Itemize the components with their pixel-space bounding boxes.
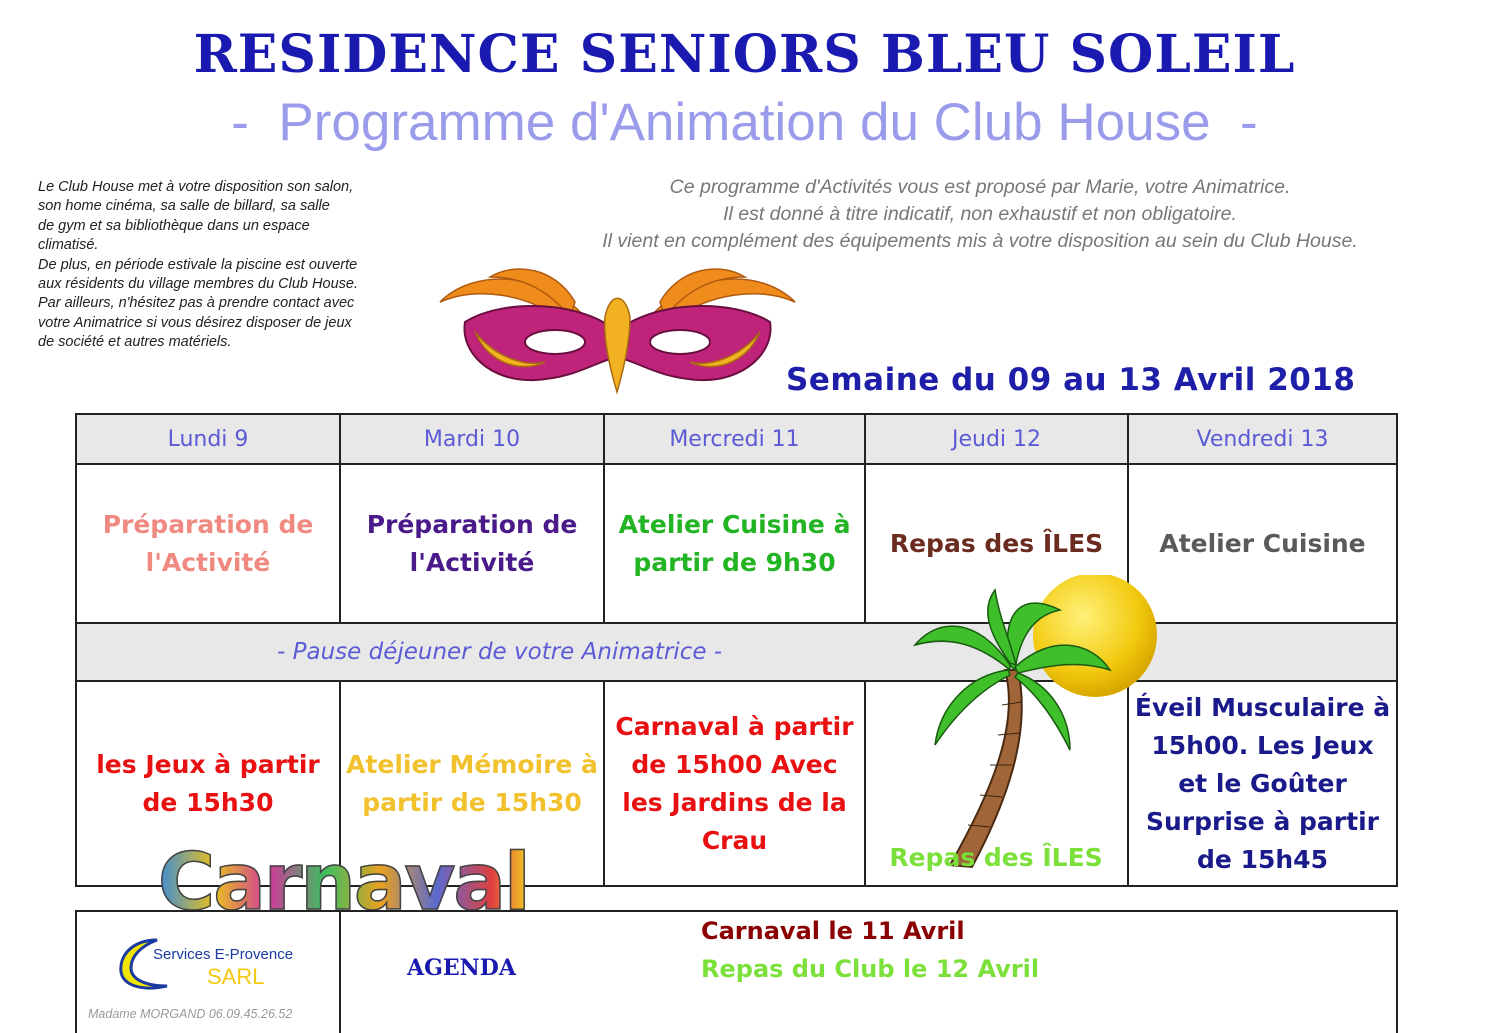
agenda-label: AGENDA (407, 955, 516, 981)
description-line: aux résidents du village membres du Club House. (38, 276, 358, 293)
page-title: RESIDENCE SENIORS BLEU SOLEIL (193, 24, 1296, 85)
afternoon-activity-tuesday: Atelier Mémoire à partir de 15h30 (339, 680, 605, 887)
thursday-afternoon-repas: Repas des ÎLES (889, 843, 1103, 872)
logo-company-name: Services E-Provence (153, 946, 294, 963)
afternoon-activity-monday: les Jeux à partir de 15h30 (75, 680, 341, 887)
afternoon-activity-wednesday: Carnaval à partir de 15h00 Avec les Jardins de la Crau (603, 680, 866, 887)
day-header-tuesday: Mardi 10 (339, 413, 605, 465)
description-line: Le Club House met à votre disposition son salon, (38, 179, 354, 195)
programme-notice (500, 174, 1460, 255)
description-line: son home cinéma, sa salle de billard, sa salle (38, 198, 330, 215)
morning-activity-tuesday: Préparation de l'Activité (339, 463, 605, 624)
lunch-break-row: - Pause déjeuner de votre Animatrice - (75, 622, 1398, 682)
morning-activity-thursday: Repas des ÎLES (864, 463, 1129, 624)
morning-activity-monday: Préparation de l'Activité (75, 463, 341, 624)
agenda-item-repas-club: Repas du Club le 12 Avril (701, 955, 1040, 983)
morning-activity-friday: Atelier Cuisine (1127, 463, 1398, 624)
afternoon-activity-friday: Éveil Musculaire à 15h00. Les Jeux et le Goûter Surprise à partir de 15h45 (1127, 680, 1398, 887)
contact-info: Madame MORGAND 06.09.45.26.52 (88, 1007, 293, 1021)
logo-company-type: SARL (207, 964, 265, 989)
day-header-friday: Vendredi 13 (1127, 413, 1398, 465)
palm-tree-sun-illustration (910, 575, 1160, 875)
notice-line: Ce programme d'Activités vous est proposé par Marie, votre Animatrice. (669, 176, 1291, 198)
description-line: Par ailleurs, n'hésitez pas à prendre contact avec (38, 295, 355, 312)
description-line: De plus, en période estivale la piscine est ouverte (38, 256, 358, 273)
notice-line: Il est donné à titre indicatif, non exhaustif et non obligatoire. (723, 203, 1237, 225)
carnival-mask-illustration (435, 262, 800, 402)
day-header-thursday: Jeudi 12 (864, 413, 1129, 465)
description-line: de gym et sa bibliothèque dans un espace (38, 217, 310, 234)
day-header-monday: Lundi 9 (75, 413, 341, 465)
day-header-wednesday: Mercredi 11 (603, 413, 866, 465)
notice-line: Il vient en complément des équipements mis à votre disposition au sein du Club House. (602, 230, 1358, 252)
club-house-description (38, 178, 433, 353)
morning-activity-wednesday: Atelier Cuisine à partir de 9h30 (603, 463, 866, 624)
carnaval-decoration: Carnaval (158, 838, 529, 928)
agenda-cell (339, 910, 1398, 1033)
description-line: votre Animatrice si vous désirez disposer de jeux (38, 314, 352, 331)
company-logo-swoosh-icon (117, 934, 177, 994)
description-line: climatisé. (38, 237, 99, 254)
week-label: Semaine du 09 au 13 Avril 2018 (786, 362, 1356, 398)
page-subtitle: - Programme d'Animation du Club House - (231, 93, 1258, 152)
description-line: de société et autres matériels. (38, 334, 232, 351)
agenda-item-carnaval: Carnaval le 11 Avril (701, 917, 965, 945)
